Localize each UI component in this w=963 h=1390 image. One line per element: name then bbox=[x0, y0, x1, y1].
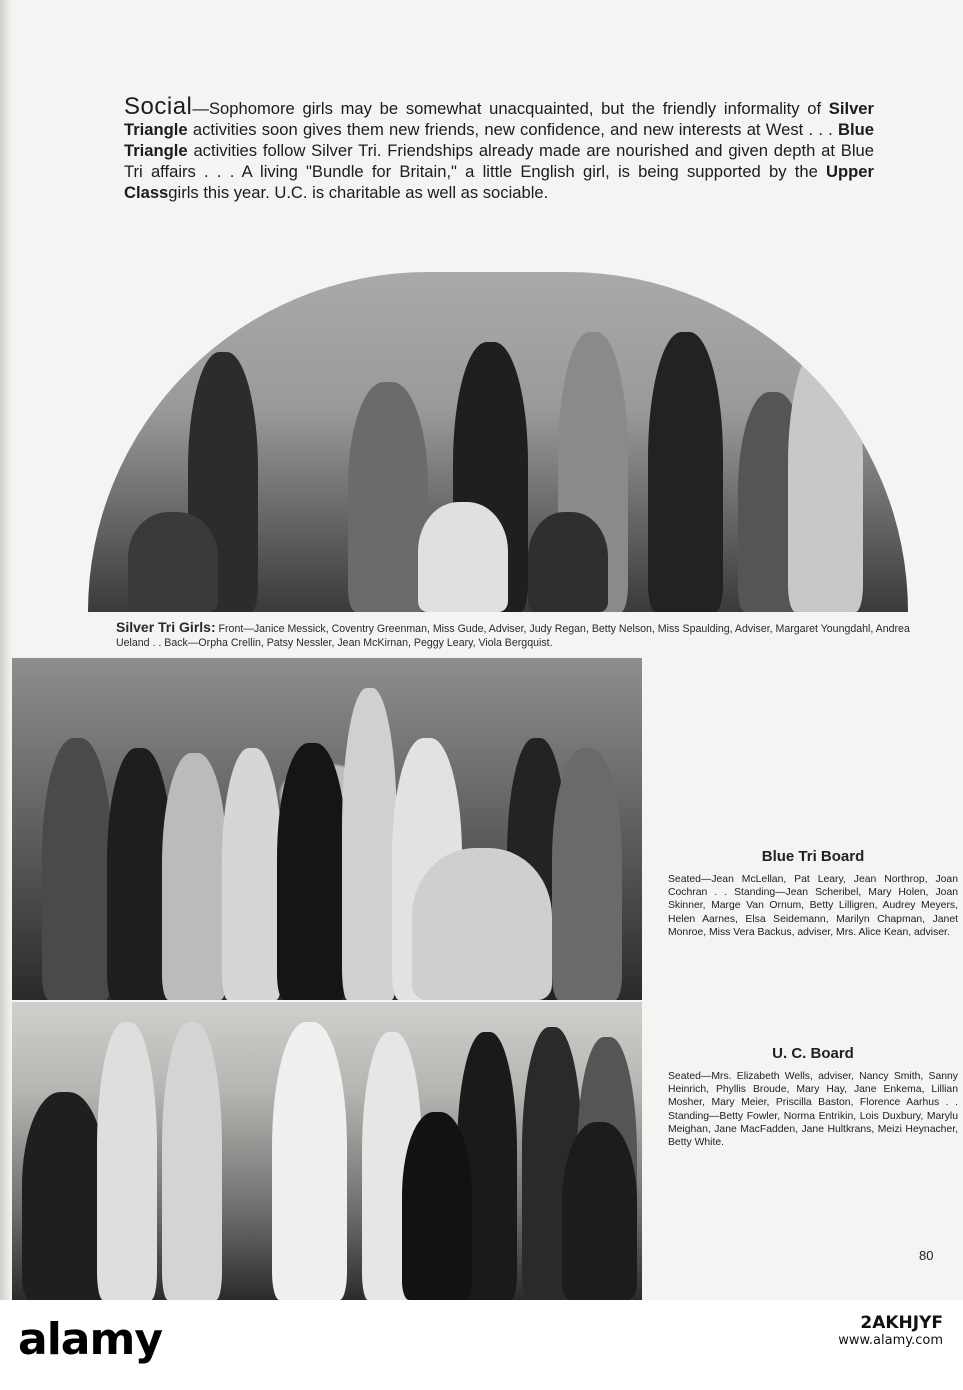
page-spine-shadow bbox=[0, 0, 12, 1300]
silver-tri-caption-title: Silver Tri Girls: bbox=[116, 619, 216, 635]
blue-tri-board-names: Seated—Jean McLellan, Pat Leary, Jean Northrop, Joan Cochran . . Standing—Jean Scheribel, Mary Holen, Joan Skinner, Marge Van Ornum, Betty Lilligren, Audrey Meyers, Helen Aarnes, Elsa Seidemann, Marilyn Chapman, Janet Monroe, Miss Vera Backus, adviser, Mrs. Alice Kean, adviser. bbox=[668, 874, 958, 938]
silver-tri-caption-text: Front—Janice Messick, Coventry Greenman, Miss Gude, Adviser, Judy Regan, Betty Nelson, Miss Spaulding, Adviser, Margaret Youngdahl, Andrea Ueland . . Back—Orpha Crellin, Patsy Nessler, Jean McKirnan, Peggy Leary, Viola Bergquist. bbox=[116, 623, 910, 649]
uc-board-title: U. C. Board bbox=[772, 1045, 854, 1062]
uc-board-names: Seated—Mrs. Elizabeth Wells, adviser, Nancy Smith, Sanny Heinrich, Phyllis Broude, Mary Hay, Jane Enkema, Lillian Mosher, Mary Meier, Priscilla Baston, Florence Aarhus . . Standing—Betty Fowler, Norma Entrikin, Lois Duxbury, Marylu Meighan, Jane MacFadden, Jane Hultkrans, Meizi Heynacher, Betty White. bbox=[668, 1071, 958, 1149]
intro-text-1: —Sophomore girls may be somewhat unacquainted, but the friendly informality of bbox=[192, 99, 829, 118]
blue-triangle-term: Blue Triangle bbox=[124, 120, 874, 160]
intro-text-4: girls this year. U.C. is charitable as well as sociable. bbox=[168, 183, 549, 202]
blue-tri-board-caption bbox=[668, 848, 958, 939]
blue-tri-board-photo bbox=[12, 658, 642, 1000]
intro-text-2: activities soon gives them new friends, new confidence, and new interests at West . . . bbox=[187, 120, 839, 139]
upper-class-term: Upper Class bbox=[124, 162, 874, 202]
uc-board-caption bbox=[668, 1045, 958, 1149]
silver-tri-group-photo bbox=[88, 272, 908, 612]
intro-paragraph bbox=[124, 93, 874, 203]
page-number: 80 bbox=[919, 1248, 934, 1263]
uc-board-photo bbox=[12, 1002, 642, 1300]
intro-lead: Social bbox=[124, 93, 193, 120]
blue-tri-board-title: Blue Tri Board bbox=[761, 848, 865, 865]
image-id: 2AKHJYF bbox=[860, 1313, 943, 1333]
intro-text-3: activities follow Silver Tri. Friendships already made are nourished and given depth at Blue Tri affairs . . . A living "Bundle for Britain," a little English girl, is being supported by the bbox=[124, 141, 874, 181]
stock-footer bbox=[0, 1300, 963, 1390]
alamy-logo: alamy bbox=[18, 1314, 162, 1365]
stock-meta bbox=[838, 1314, 943, 1350]
silver-tri-caption bbox=[116, 620, 946, 650]
silver-triangle-term: Silver Triangle bbox=[124, 99, 874, 139]
site-url: www.alamy.com bbox=[838, 1333, 943, 1348]
